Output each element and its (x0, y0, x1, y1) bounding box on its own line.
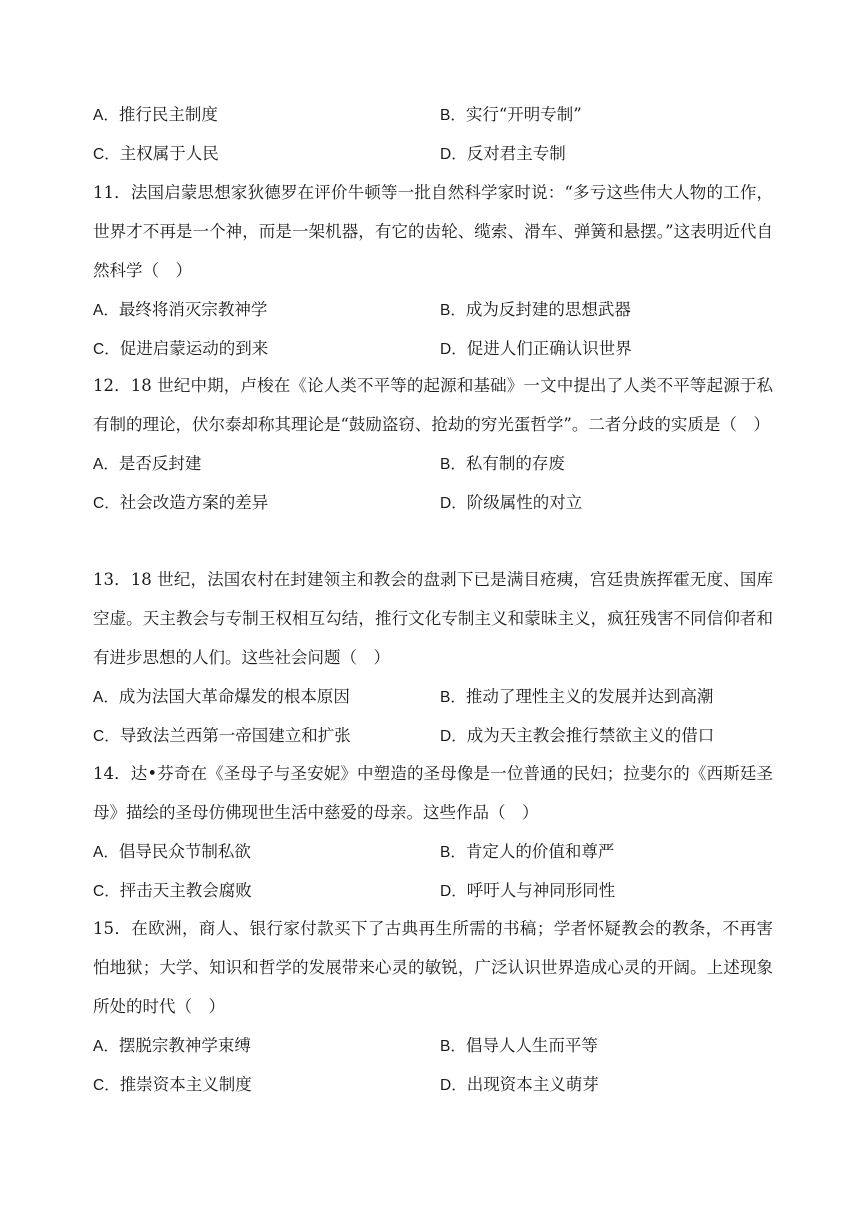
option-letter: D． (440, 728, 467, 745)
option-c (93, 1065, 252, 1105)
option-c (93, 716, 351, 756)
question-11 (93, 173, 773, 368)
option-letter: D． (440, 1077, 467, 1094)
question-14 (93, 754, 773, 910)
option-c (93, 871, 252, 911)
option-letter: C． (93, 883, 120, 900)
option-text: 实行“开明专制” (465, 105, 582, 124)
option-letter: B． (440, 689, 466, 706)
options-row-cd (93, 483, 773, 522)
option-letter: B． (440, 456, 466, 473)
question-13 (93, 560, 773, 755)
options-row-ab (93, 832, 773, 871)
option-letter: B． (440, 844, 466, 861)
option-d (440, 134, 566, 174)
options-row-ab (93, 444, 773, 483)
option-text: 成为法国大革命爆发的根本原因 (118, 687, 350, 706)
option-letter: A． (93, 844, 119, 861)
option-text: 成为天主教会推行禁欲主义的借口 (466, 726, 715, 745)
question-stem: 14．达•芬奇在《圣母子与圣安妮》中塑造的圣母像是一位普通的民妇；拉斐尔的《西斯廷圣母》描绘的圣母仿佛现世生活中慈爱的母亲。这些作品（ ） (93, 764, 773, 822)
option-letter: C． (93, 495, 120, 512)
options-row-ab (93, 290, 773, 329)
option-a (93, 444, 201, 484)
option-text: 社会改造方案的差异 (119, 493, 269, 512)
option-d (440, 716, 714, 756)
option-letter: B． (440, 302, 466, 319)
option-letter: C． (93, 146, 120, 163)
option-b (440, 290, 631, 330)
option-c (93, 483, 268, 523)
option-b (440, 832, 614, 872)
option-text: 导致法兰西第一帝国建立和扩张 (119, 726, 351, 745)
option-letter: C． (93, 1077, 120, 1094)
question-12 (93, 366, 773, 522)
option-letter: B． (440, 107, 466, 124)
option-d (440, 483, 582, 523)
option-text: 倡导人人生而平等 (465, 1036, 598, 1055)
options-row-cd (93, 1065, 773, 1104)
option-text: 倡导民众节制私欲 (118, 842, 251, 861)
option-letter: D． (440, 146, 467, 163)
option-text: 摆脱宗教神学束缚 (118, 1036, 251, 1055)
option-letter: D． (440, 883, 467, 900)
option-text: 是否反封建 (118, 454, 202, 473)
option-d (440, 1065, 599, 1105)
option-a (93, 677, 350, 717)
question-15 (93, 909, 773, 1104)
options-row-ab (93, 95, 773, 134)
option-a (93, 832, 251, 872)
option-c (93, 134, 219, 174)
option-letter: A． (93, 302, 119, 319)
options-row-ab (93, 1026, 773, 1065)
option-text: 成为反封建的思想武器 (465, 300, 631, 319)
question-stem: 11．法国启蒙思想家狄德罗在评价牛顿等一批自然科学家时说：“多亏这些伟大人物的工作，世界才不再是一个神，而是一架机器，有它的齿轮、缆索、滑车、弹簧和悬摆。”这表明近代自然科学（ ） (93, 183, 773, 280)
option-d (440, 329, 632, 369)
option-text: 肯定人的价值和尊严 (465, 842, 615, 861)
options-row-ab (93, 677, 773, 716)
option-b (440, 677, 713, 717)
option-letter: A． (93, 107, 119, 124)
option-text: 最终将消灭宗教神学 (118, 300, 268, 319)
option-text: 主权属于人民 (119, 144, 219, 163)
question-stem: 13．18 世纪，法国农村在封建领主和教会的盘剥下已是满目疮痍，宫廷贵族挥霍无度、国库空虚。天主教会与专制王权相互勾结，推行文化专制主义和蒙昧主义，疯狂残害不同信仰者和有进步思想的人们。这些社会问题（ ） (93, 570, 773, 667)
option-text: 推行民主制度 (118, 105, 218, 124)
option-b (440, 444, 565, 484)
option-text: 私有制的存废 (465, 454, 565, 473)
option-text: 推崇资本主义制度 (119, 1075, 252, 1094)
option-text: 促进人们正确认识世界 (466, 339, 632, 358)
option-letter: A． (93, 456, 119, 473)
option-d (440, 871, 615, 911)
option-b (440, 95, 582, 135)
option-text: 抨击天主教会腐败 (119, 881, 252, 900)
question-stem: 15．在欧洲，商人、银行家付款买下了古典再生所需的书稿；学者怀疑教会的教条，不再害怕地狱；大学、知识和哲学的发展带来心灵的敏锐，广泛认识世界造成心灵的开阔。上述现象所处的时代（ ） (93, 919, 773, 1016)
option-b (440, 1026, 598, 1066)
option-letter: C． (93, 341, 120, 358)
option-letter: B． (440, 1038, 466, 1055)
question-stem: 12．18 世纪中期，卢梭在《论人类不平等的起源和基础》一文中提出了人类不平等起源于私有制的理论，伏尔泰却称其理论是“鼓励盗窃、抢劫的穷光蛋哲学”。二者分歧的实质是（ ） (93, 376, 773, 434)
option-letter: A． (93, 1038, 119, 1055)
question-10 (93, 95, 773, 173)
option-letter: A． (93, 689, 119, 706)
option-text: 出现资本主义萌芽 (466, 1075, 599, 1094)
options-row-cd (93, 329, 773, 368)
option-a (93, 290, 267, 330)
options-row-cd (93, 134, 773, 173)
option-letter: C． (93, 728, 120, 745)
option-a (93, 95, 218, 135)
options-row-cd (93, 716, 773, 755)
option-text: 反对君主专制 (466, 144, 566, 163)
option-text: 阶级属性的对立 (466, 493, 583, 512)
options-row-cd (93, 871, 773, 910)
option-c (93, 329, 268, 369)
option-text: 促进启蒙运动的到来 (119, 339, 269, 358)
option-text: 推动了理性主义的发展并达到高潮 (465, 687, 714, 706)
option-letter: D． (440, 495, 467, 512)
option-a (93, 1026, 251, 1066)
option-letter: D． (440, 341, 467, 358)
option-text: 呼吁人与神同形同性 (466, 881, 616, 900)
